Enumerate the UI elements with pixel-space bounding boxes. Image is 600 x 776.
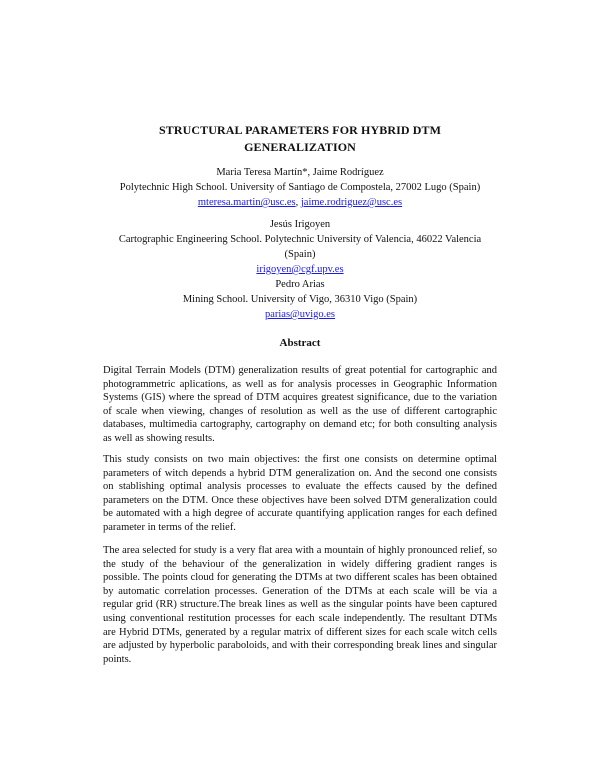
author-affiliation: Polytechnic High School. University of Santiago de Compostela, 27002 Lugo (Spain): [119, 182, 481, 193]
paper-title-line-2: GENERALIZATION: [244, 140, 356, 154]
author-block-3: [80, 277, 520, 322]
author-block-2: [80, 217, 520, 277]
abstract-heading: Abstract: [279, 337, 321, 349]
email-link[interactable]: irigoyen@cgf.upv.es: [256, 264, 344, 275]
author-affiliation: Cartographic Engineering School. Polytechnic University of Valencia, 46022 Valencia: [118, 234, 482, 245]
email-link[interactable]: parias@uvigo.es: [264, 309, 336, 320]
email-separator: ,: [295, 197, 301, 208]
author-names: Maria Teresa Martín*, Jaime Rodríguez: [216, 167, 384, 178]
author-affiliation-cont: (Spain): [284, 249, 316, 260]
paper-title-line-1: STRUCTURAL PARAMETERS FOR HYBRID DTM: [158, 123, 442, 137]
author-affiliation: Mining School. University of Vigo, 36310 Vigo (Spain): [182, 294, 418, 305]
author-names: Pedro Arias: [275, 279, 325, 290]
author-emails: [80, 195, 520, 210]
abstract-paragraph-1: Digital Terrain Models (DTM) generalization results of great potential for cartographic and photogrammetric aplications, as well as for analysis processes in Geographic Information Systems (GIS) where the spread of DTM acquires greatest significance, due to the variation of scale when viewing, changes of resolution as well as the use of different cartographic databases, multimedia cartography, cartography on demand etc; for both consulting analysis as well as showing results.: [103, 365, 497, 444]
author-block-1: [80, 165, 520, 210]
abstract-paragraph-2: This study consists on two main objectives: the first one consists on determine optimal parameters of witch depends a hybrid DTM generalization on. And the second one consists on stablishing optimal analysis processes to evaluate the effects caused by the defined parameters on the DTM. Once these objectives have been solved DTM generalization could be automated with a high degree of accurate quantifying application ranges for each defined parameter in terms of the relief.: [103, 454, 497, 533]
author-names: Jesús Irigoyen: [269, 219, 331, 230]
email-link[interactable]: mteresa.martin@usc.es: [197, 197, 296, 208]
email-link[interactable]: jaime.rodriguez@usc.es: [300, 197, 403, 208]
paper-title: [120, 122, 480, 156]
abstract-paragraph-3: The area selected for study is a very flat area with a mountain of highly pronounced relief, so the study of the behaviour of the generalization in widely differing gradient ranges is possible. The points cloud for generating the DTMs at two different scales has been obtained by automatic correlation processes. Generation of the DTMs at each scale will be via a regular grid (RR) structure.The break lines as well as the singular points have been captured using conventional restitution processes for each scale independently. The resultant DTMs are Hybrid DTMs, generated by a regular matrix of different sizes for each scale witch cells are adjusted by hyperbolic paraboloids, and with their corresponding break lines and singular points.: [103, 545, 497, 665]
